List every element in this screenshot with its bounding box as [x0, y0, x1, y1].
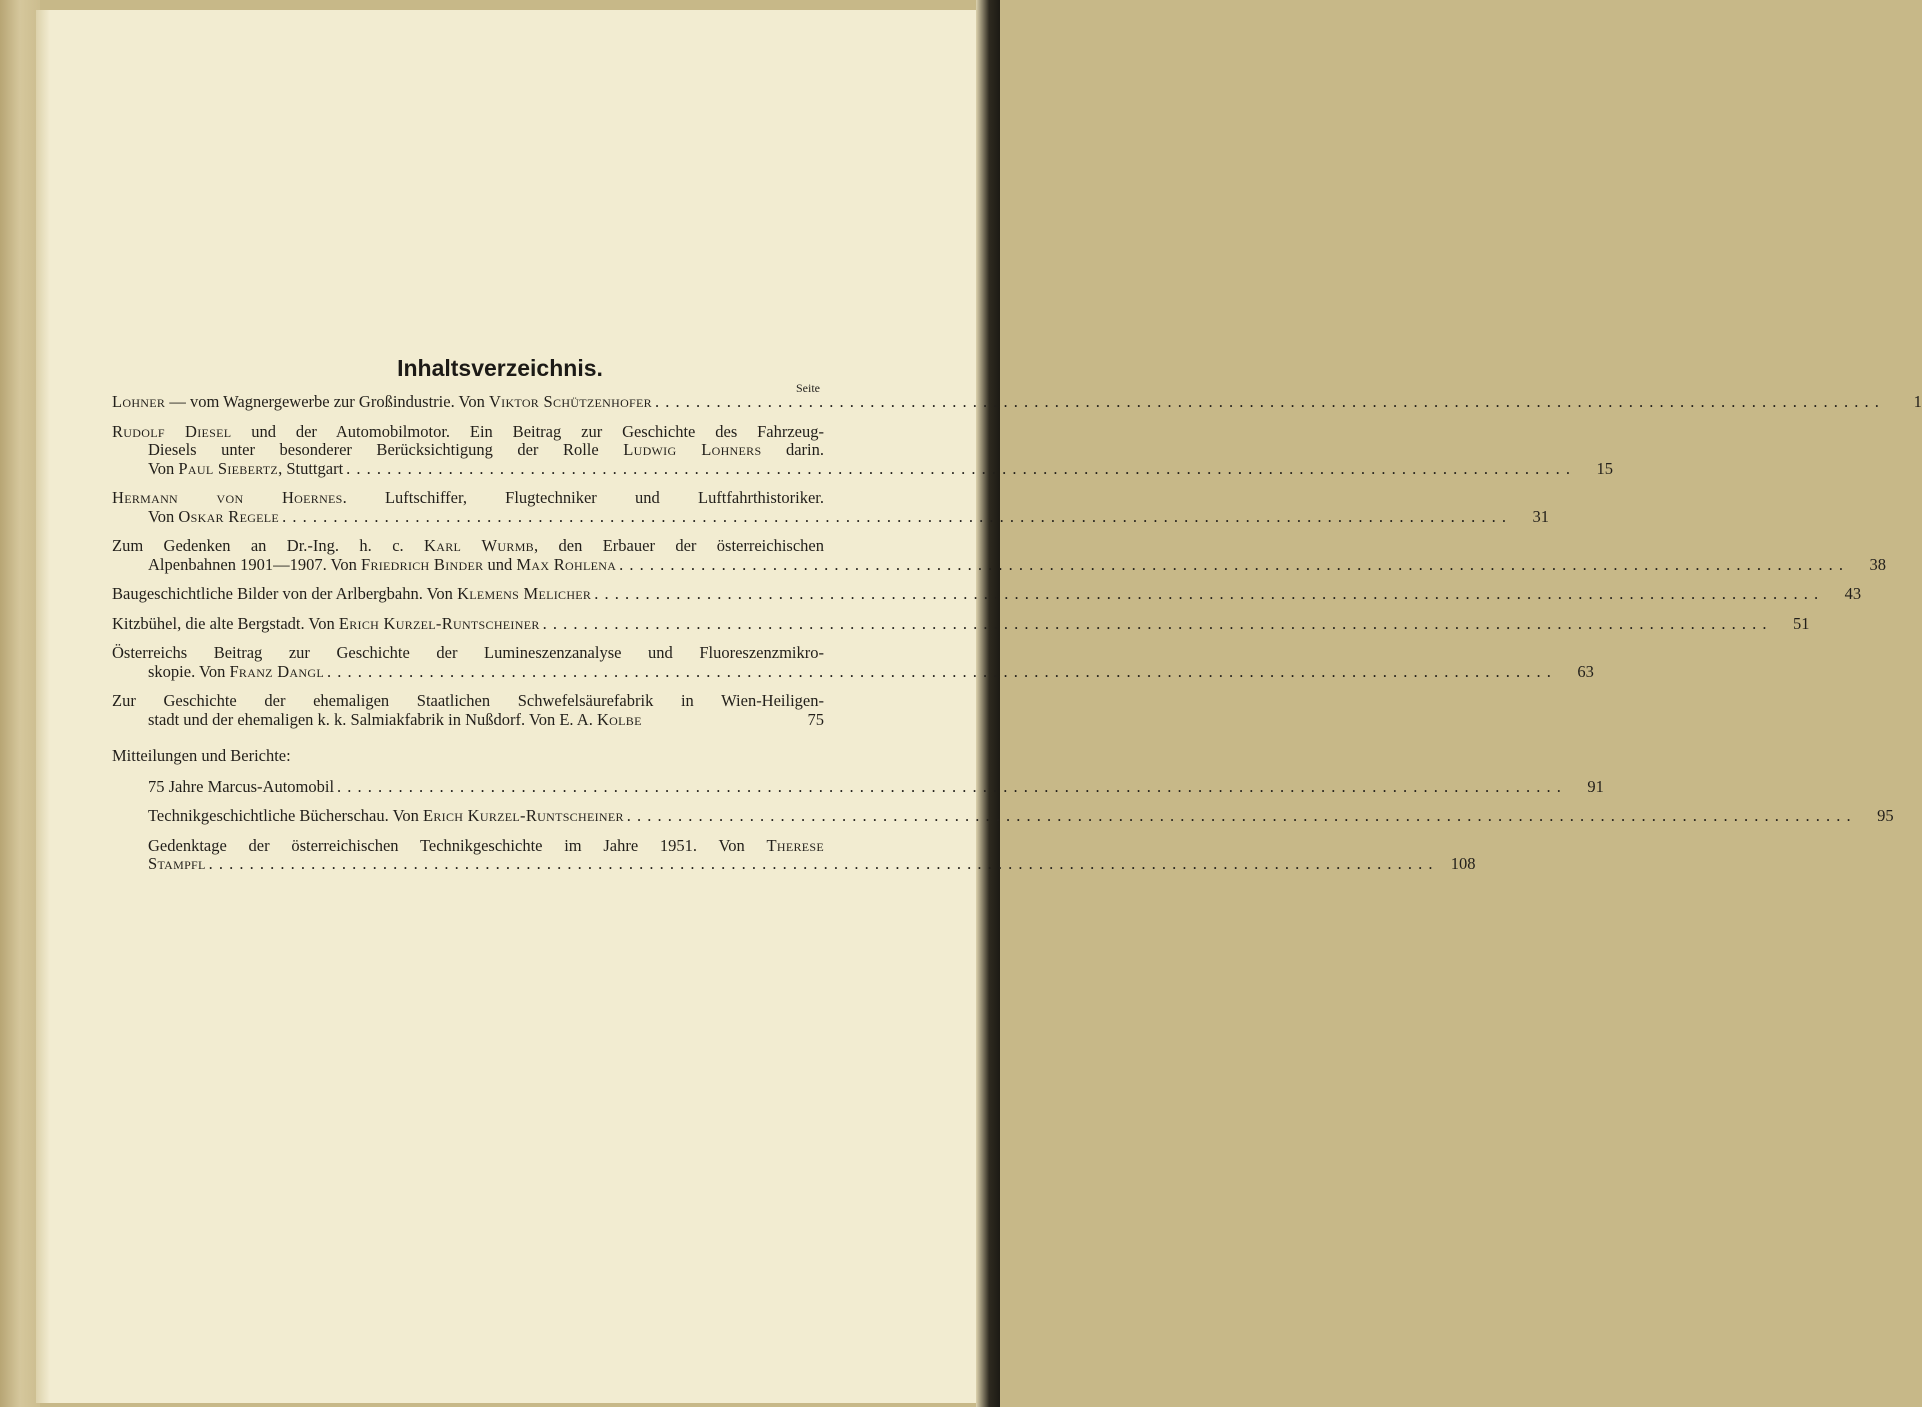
- toc-entry[interactable]: [112, 536, 1887, 574]
- entry-text: Technikgeschichtliche Bücherschau. Von: [148, 806, 423, 825]
- page-number: 31: [1532, 506, 1549, 526]
- dot-leader: . . . . . . . . . . . . . . . . . . . . . . . . . . . . . . . . . . . . . . . . . . . . . . . . . . . . . . . . . . . . . . . . . . . . . . . . . . . . . . . . . . . . . . . . . . . . . . . . . . . . . . . . . . . . . . . . . . . . . . . .: [594, 584, 1820, 603]
- entry-line: [112, 613, 1810, 634]
- entry-text: skopie. Von: [148, 661, 230, 681]
- entry-line: [112, 692, 824, 711]
- author-name: Kolbe: [596, 709, 642, 729]
- entry-line: [112, 423, 824, 442]
- toc-sub-entries: [112, 776, 1894, 874]
- entry-line: [112, 837, 824, 856]
- author-name: Viktor Schützenhofer: [488, 392, 652, 411]
- author-name: Lohner: [112, 392, 166, 411]
- book-spine-edge: [0, 0, 40, 1407]
- entry-line: [112, 711, 824, 730]
- dot-leader: . . . . . . . . . . . . . . . . . . . . . . . . . . . . . . . . . . . . . . . . . . . . . . . . . . . . . . . . . . . . . . . . . . . . . . . . . . . . . . . . . . . . . . . . . . . . . . . . . . . . . . . . . . . . . . . . . . . . . . . .: [208, 854, 1434, 873]
- entry-line: [112, 506, 1549, 527]
- entry-text: . Luftschiffer, Flugtechniker und Luftfahrthistoriker.: [342, 488, 824, 507]
- toc-entries: [112, 392, 1922, 729]
- entry-title: [148, 556, 616, 575]
- entry-line: [112, 537, 824, 556]
- author-name: Oskar Regele: [178, 506, 280, 526]
- entry-text: Gedenktage der österreichischen Technikgeschichte im Jahre 1951. Von: [148, 835, 767, 855]
- entry-line: [112, 458, 1614, 479]
- entry-line: [112, 441, 824, 460]
- entry-line: [112, 854, 1476, 874]
- author-name: Franz Dangl: [229, 661, 324, 681]
- author-name: Karl Wurmb: [424, 536, 534, 555]
- entry-line: [112, 776, 1604, 797]
- entry-line: [112, 806, 1894, 826]
- entry-title: [112, 615, 540, 634]
- entry-line: [112, 554, 1887, 575]
- entry-text: und der Automobilmotor. Ein Beitrag zur Geschichte des Fahrzeug-: [231, 421, 824, 441]
- toc-entry[interactable]: [112, 692, 824, 729]
- toc-entry[interactable]: [112, 776, 1604, 797]
- entry-text: darin.: [761, 440, 824, 459]
- author-name: Klemens Melicher: [457, 584, 592, 603]
- page-number: 63: [1577, 661, 1594, 681]
- page-number: 108: [1450, 854, 1476, 873]
- entry-text: Alpenbahnen 1901—1907. Von: [148, 554, 361, 574]
- author-name: Erich Kurzel-Runtscheiner: [338, 613, 540, 633]
- page-number: 75: [807, 709, 824, 729]
- table-of-contents: [112, 392, 1922, 885]
- entry-text: und: [483, 554, 517, 574]
- page-column-label: Seite: [796, 381, 820, 395]
- entry-text: Österreichs Beitrag zur Geschichte der Lumineszenzanalyse und Fluoreszenzmikro-: [112, 643, 824, 662]
- dot-leader: . . . . . . . . . . . . . . . . . . . . . . . . . . . . . . . . . . . . . . . . . . . . . . . . . . . . . . . . . . . . . . . . . . . . . . . . . . . . . . . . . . . . . . . . . . . . . . . . . . . . . . . . . . . . . . . . . . . . . . . .: [326, 661, 1552, 681]
- author-name: Friedrich Binder: [360, 554, 484, 574]
- entry-text: , Stuttgart: [278, 458, 344, 478]
- page-number: 95: [1877, 806, 1894, 825]
- entry-title: [148, 778, 334, 797]
- section-heading: Mitteilungen und Berichte:: [112, 746, 291, 765]
- author-name: Therese: [766, 835, 824, 855]
- entry-text: Von: [148, 506, 179, 526]
- page-right-edge: [976, 0, 1000, 1407]
- entry-title: [148, 711, 782, 730]
- page-number: 51: [1793, 613, 1810, 633]
- author-name: Stampfl: [148, 854, 206, 873]
- entry-text: , den Erbauer der österreichischen: [533, 536, 824, 555]
- author-name: Rudolf Diesel: [112, 421, 232, 441]
- entry-text: Zur Geschichte der ehemaligen Staatlichen Schwefelsäurefabrik in Wien-Heiligen-: [112, 691, 824, 710]
- page-number: 38: [1869, 554, 1887, 574]
- toc-entry[interactable]: [112, 613, 1810, 634]
- entry-text: Von: [148, 458, 179, 478]
- toc-entry[interactable]: [112, 392, 1922, 412]
- entry-title: [148, 460, 343, 479]
- dot-leader: . . . . . . . . . . . . . . . . . . . . . . . . . . . . . . . . . . . . . . . . . . . . . . . . . . . . . . . . . . . . . . . . . . . . . . . . . . . . . . . . . . . . . . . . . . . . . . . . . . . . . . . . . . . . . . . . . . . . . . . .: [542, 613, 1768, 633]
- author-name: Max Rohlena: [516, 554, 617, 574]
- page-number: 43: [1844, 584, 1862, 603]
- entry-title: [112, 393, 652, 412]
- entry-text: stadt und der ehemaligen k. k. Salmiakfabrik in Nußdorf. Von E. A.: [148, 709, 597, 729]
- dot-leader: . . . . . . . . . . . . . . . . . . . . . . . . . . . . . . . . . . . . . . . . . . . . . . . . . . . . . . . . . . . . . . . . . . . . . . . . . . . . . . . . . . . . . . . . . . . . . . . . . . . . . . . . . . . . . . . . . . . . . . . .: [626, 806, 1852, 825]
- page-number: 91: [1587, 776, 1604, 796]
- dot-leader: . . . . . . . . . . . . . . . . . . . . . . . . . . . . . . . . . . . . . . . . . . . . . . . . . . . . . . . . . . . . . . . . . . . . . . . . . . . . . . . . . . . . . . . . . . . . . . . . . . . . . . . . . . . . . . . . . . . . . . . .: [337, 776, 1562, 796]
- entry-line: [112, 644, 824, 663]
- entry-line: [112, 661, 1594, 682]
- toc-entry[interactable]: [112, 421, 1614, 479]
- entry-title: [112, 585, 591, 604]
- entry-text: Baugeschichtliche Bilder von der Arlbergbahn. Von: [112, 584, 458, 603]
- toc-entry[interactable]: [112, 643, 1594, 681]
- entry-text: Kitzbühel, die alte Bergstadt. Von: [112, 613, 339, 633]
- page-number: 15: [1596, 458, 1614, 478]
- page-title: Inhaltsverzeichnis.: [397, 355, 603, 381]
- entry-title: [148, 807, 624, 826]
- toc-entry[interactable]: [112, 584, 1862, 604]
- dot-leader: . . . . . . . . . . . . . . . . . . . . . . . . . . . . . . . . . . . . . . . . . . . . . . . . . . . . . . . . . . . . . . . . . . . . . . . . . . . . . . . . . . . . . . . . . . . . . . . . . . . . . . . . . . . . . . . . . . . . . . . .: [282, 506, 1507, 526]
- dot-leader: . . . . . . . . . . . . . . . . . . . . . . . . . . . . . . . . . . . . . . . . . . . . . . . . . . . . . . . . . . . . . . . . . . . . . . . . . . . . . . . . . . . . . . . . . . . . . . . . . . . . . . . . . . . . . . . . . . . . . . . .: [346, 458, 1572, 478]
- author-name: Paul Siebertz: [178, 458, 279, 478]
- toc-entry[interactable]: [112, 488, 1549, 526]
- entry-text: 75 Jahre Marcus-Automobil: [148, 776, 335, 796]
- page-number: 1: [1913, 392, 1922, 411]
- entry-line: [112, 584, 1862, 604]
- entry-title: [148, 508, 279, 527]
- author-name: Ludwig Lohners: [623, 440, 762, 459]
- dot-leader: . . . . . . . . . . . . . . . . . . . . . . . . . . . . . . . . . . . . . . . . . . . . . . . . . . . . . . . . . . . . . . . . . . . . . . . . . . . . . . . . . . . . . . . . . . . . . . . . . . . . . . . . . . . . . . . . . . . . . . . .: [619, 554, 1845, 574]
- author-name: Hermann von Hoernes: [112, 488, 343, 507]
- entry-title: [148, 663, 324, 682]
- entry-title: [148, 855, 206, 874]
- entry-line: [112, 392, 1922, 412]
- toc-entry[interactable]: [112, 806, 1894, 826]
- toc-entry[interactable]: [112, 835, 1476, 874]
- entry-text: Diesels unter besonderer Berücksichtigung der Rolle: [148, 440, 624, 459]
- entry-text: Zum Gedenken an Dr.-Ing. h. c.: [112, 536, 425, 555]
- entry-line: [112, 489, 824, 508]
- dot-leader: . . . . . . . . . . . . . . . . . . . . . . . . . . . . . . . . . . . . . . . . . . . . . . . . . . . . . . . . . . . . . . . . . . . . . . . . . . . . . . . . . . . . . . . . . . . . . . . . . . . . . . . . . . . . . . . . . . . . . . . .: [654, 392, 1880, 411]
- author-name: Erich Kurzel-Runtscheiner: [423, 806, 624, 825]
- entry-text: — vom Wagnergewerbe zur Großindustrie. Von: [165, 392, 489, 411]
